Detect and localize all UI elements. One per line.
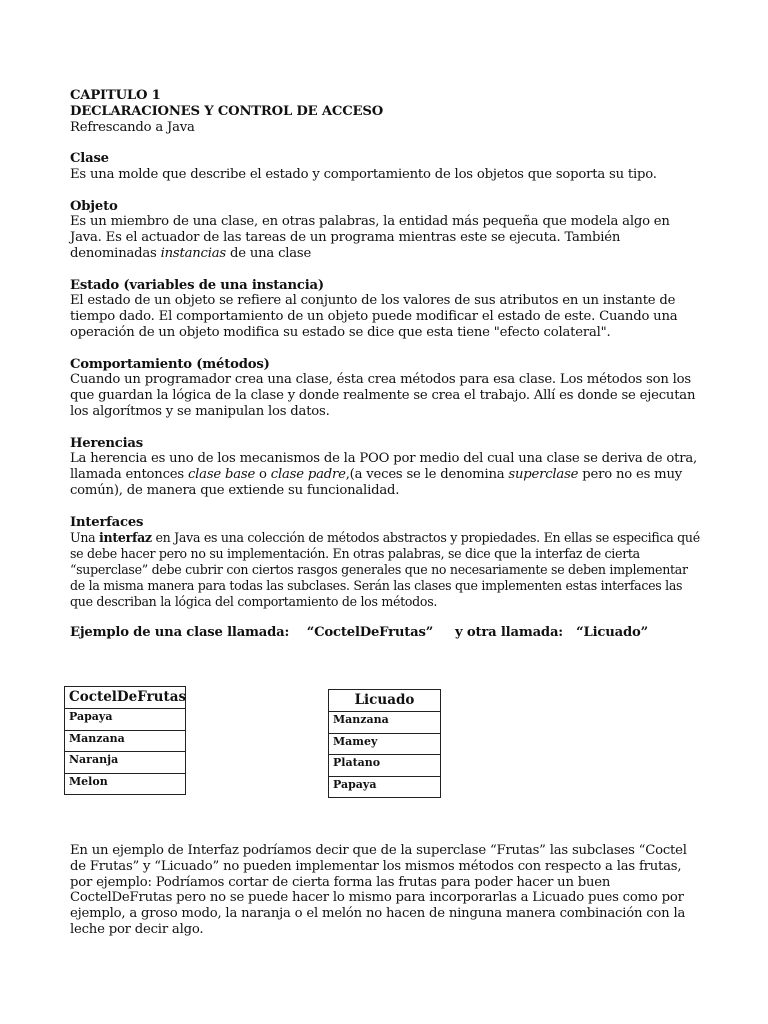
table-row: Papaya <box>65 709 185 731</box>
text-run: Una <box>70 530 100 546</box>
paragraph-comportamiento: Cuando un programador crea una clase, ésta crea métodos para esa clase. Los métodos son los que guardan la lógica de la clase y donde realmente se crea el trabajo. Allí es donde se ejecutan los algorítmos y se manipulan los datos. <box>70 372 696 419</box>
document-body <box>70 88 700 641</box>
chapter-label: CAPITULO 1 <box>70 88 161 103</box>
heading-herencias: Herencias <box>70 435 143 451</box>
table-row: Manzana <box>329 712 440 734</box>
text-run: Es un miembro de una clase, en otras palabras, la entidad más pequeña que modela algo en Java. Es el actuador de las tareas de un programa mientras este se ejecuta. También denominadas <box>70 214 670 261</box>
paragraph-herencias <box>70 451 700 498</box>
text-run: en Java es una colección de métodos abstractos y propiedades. En ellas se especifica qué se debe hacer pero no su implementación. En otras palabras, se dice que la interfaz de cierta “superclase” debe cubrir con ciertos rasgos generales que no necesariamente se deben implementar de la misma manera para todas las subclases. Serán las clases que implementen estas interfaces las que describan la lógica del comportamiento de los métodos. <box>70 530 700 609</box>
table-title: CoctelDeFrutas <box>65 687 185 709</box>
closing-paragraph: En un ejemplo de Interfaz podríamos decir que de la superclase “Frutas” las subclases “Coctel de Frutas” y “Licuado” no pueden implementar los mismos métodos con respecto a las frutas, por ejemplo: Podríamos cortar de cierta forma las frutas para poder hacer un buen CoctelDeFrutas pero no se puede hacer lo mismo para incorporarlas a Licuado pues como por ejemplo, a groso modo, la naranja o el melón no hacen de ninguna manera combinación con la leche por decir algo. <box>70 843 687 937</box>
table-licuado <box>328 689 441 798</box>
table-row: Manzana <box>65 731 185 753</box>
table-row: Naranja <box>65 752 185 774</box>
table-row: Papaya <box>333 777 377 791</box>
heading-objeto: Objeto <box>70 198 118 214</box>
table-row: Mamey <box>329 734 440 756</box>
text-run: o <box>255 467 271 483</box>
heading-estado: Estado (variables de una instancia) <box>70 277 324 293</box>
emphasis-clase-padre: clase padre <box>270 467 346 483</box>
paragraph-clase: Es una molde que describe el estado y comportamiento de los objetos que soporta su tipo. <box>70 166 657 182</box>
paragraph-estado: El estado de un objeto se refiere al conjunto de los valores de sus atributos en un instante de tiempo dado. El comportamiento de un objeto puede modificar el estado de este. Cuando una operación de un objeto modifica su estado se dice que esta tiene "efecto colateral". <box>70 293 678 340</box>
text-run: ,(a veces se le denomina <box>345 467 509 483</box>
table-row: Melon <box>69 774 108 788</box>
table-row: Platano <box>329 755 440 777</box>
heading-interfaces: Interfaces <box>70 514 144 530</box>
chapter-subtitle: Refrescando a Java <box>70 119 195 135</box>
example-caption: Ejemplo de una clase llamada: “CoctelDeFrutas” y otra llamada: “Licuado” <box>70 625 648 641</box>
emphasis-superclase: superclase <box>508 467 579 483</box>
text-run: de una clase <box>226 245 312 261</box>
table-title: Licuado <box>329 690 440 712</box>
table-coctel-de-frutas <box>64 686 186 795</box>
emphasis-clase-base: clase base <box>187 467 256 483</box>
emphasis-instancias: instancias <box>160 245 226 261</box>
paragraph-objeto <box>70 214 700 261</box>
chapter-title: DECLARACIONES Y CONTROL DE ACCESO <box>70 103 383 119</box>
text-run: pero no es muy común), de manera que extiende su funcionalidad. <box>70 467 682 498</box>
heading-comportamiento: Comportamiento (métodos) <box>70 356 270 372</box>
heading-clase: Clase <box>70 151 109 167</box>
text-run: La herencia es uno de los mecanismos de la POO por medio del cual una clase se deriva de otra, llamada entonces <box>70 451 697 483</box>
strong-interfaz: interfaz <box>99 530 152 546</box>
paragraph-interfaces <box>70 530 700 609</box>
